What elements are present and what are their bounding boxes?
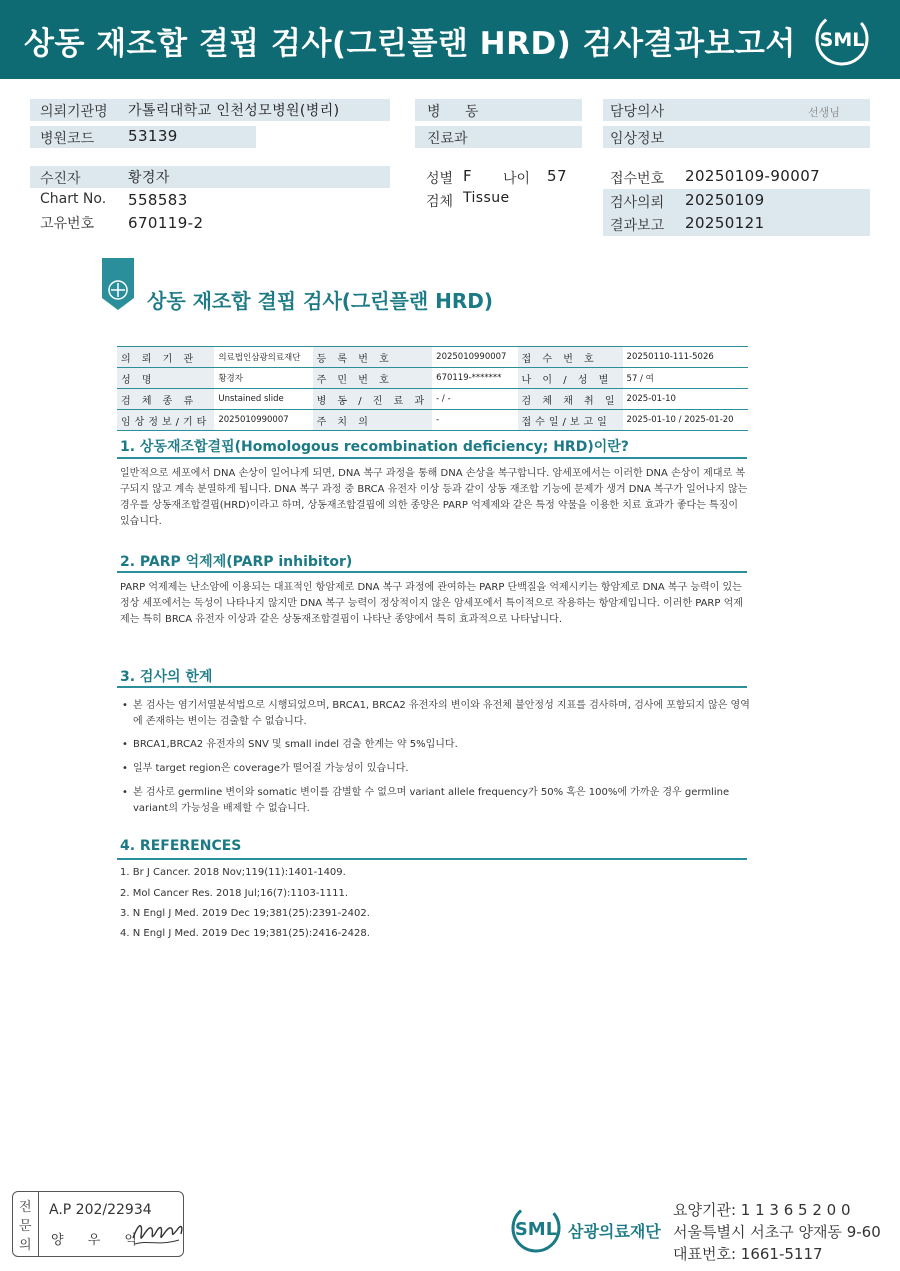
section-2-title: 2. PARP 억제제(PARP inhibitor): [120, 554, 353, 570]
pathologist-stamp: [12, 1191, 184, 1257]
info-table-key: 의 뢰 기 관: [117, 347, 214, 368]
institution-code: 요양기관: 1 1 3 6 5 2 0 0: [673, 1201, 851, 1219]
limitation-item: • 본 검사는 염기서열분석법으로 시행되었으며, BRCA1, BRCA2 유전자의 변이와 유전체 불안정성 지표를 검사하며, 검사에 포함되지 않은 영역에 존재하는 변이는 검출할 수 없습니다.: [120, 698, 750, 730]
info-table-key: 검 체 종 류: [117, 389, 214, 410]
stamp-pathologist-name: 양 우 익: [51, 1233, 147, 1248]
document-title: 상동 재조합 결핍 검사(그린플랜 HRD) 검사결과보고서: [24, 26, 796, 62]
reference-item: 2. Mol Cancer Res. 2018 Jul;16(7):1103-1111.: [120, 888, 349, 899]
chart-value: 558583: [128, 191, 188, 209]
receipt-value: 20250109-90007: [685, 167, 821, 185]
dept-label: 진료과: [427, 131, 468, 147]
patient-label: 수진자: [40, 171, 81, 187]
organization-name: 삼광의료재단: [568, 1222, 661, 1241]
info-table-row: [117, 410, 748, 431]
age-value: 57: [547, 167, 567, 185]
sex-label: 성별: [426, 171, 454, 187]
info-table-value: 황경자: [214, 368, 312, 389]
info-table-key: 접수일/보고일: [518, 410, 623, 431]
request-value: 20250109: [685, 191, 765, 209]
specimen-label: 검체: [426, 194, 454, 210]
doctor-suffix: 선생님: [808, 106, 840, 119]
limitation-item: • BRCA1,BRCA2 유전자의 SNV 및 small indel 검출 한계는 약 5%입니다.: [120, 737, 750, 753]
reference-item: 3. N Engl J Med. 2019 Dec 19;381(25):2391-2402.: [120, 908, 370, 919]
request-label: 검사의뢰: [610, 195, 665, 211]
info-table-key: 주 민 번 호: [313, 368, 433, 389]
info-table-value: Unstained slide: [214, 389, 312, 410]
info-table-value: 2025010990007: [214, 410, 312, 431]
hospital-code-label: 병원코드: [40, 131, 95, 147]
svg-text:SML: SML: [514, 1219, 558, 1240]
ward-label: 병 동: [427, 104, 489, 120]
chart-label: Chart No.: [40, 191, 107, 207]
section-1-body: 일반적으로 세포에서 DNA 손상이 일어나게 되면, DNA 복구 과정을 통해 DNA 손상을 복구합니다. 암세포에서는 이러한 DNA 손상이 제대로 복구되지 않고 계속 분열하게 됩니다. DNA 복구 과정 중 BRCA 유전자 이상 등과 같이 상동 재조합 기능에 문제가 생겨 DNA 복구가 일어나지 않는 경우를 상동재조합결핍(HRD)이라고 하며, 상동재조합결핍에 의한 종양은 PARP 억제제와 같은 특정 약물을 이용한 치료 효과가 좋다는 특징이 있습니다.: [120, 468, 748, 527]
info-table-key: 나 이 / 성 별: [518, 368, 623, 389]
signature-icon: [129, 1216, 187, 1250]
reference-item: 4. N Engl J Med. 2019 Dec 19;381(25):2416-2428.: [120, 928, 370, 939]
info-table-value: 2025-01-10 / 2025-01-20: [623, 410, 748, 431]
info-table-value: 의료법인삼광의료재단: [214, 347, 312, 368]
section-2-body: PARP 억제제는 난소암에 이용되는 대표적인 항암제로 DNA 복구 과정에 관여하는 PARP 단백질을 억제시키는 항암제로 DNA 복구 능력이 있는 정상 세포에서는 독성이 나타나지 않지만 DNA 복구 능력이 정상적이지 않은 암세포에서 특이적으로 작용하는 항암제입니다. 이러한 PARP 억제제는 특히 BRCA 유전자 이상과 같은 상동재조합결핍이 나타난 종양에서 특히 효과적으로 나타납니다.: [120, 582, 743, 625]
sex-value: F: [463, 167, 473, 185]
info-table-row: [117, 389, 748, 410]
info-table-value: 2025010990007: [432, 347, 517, 368]
stamp-side-char: 의: [19, 1238, 32, 1253]
info-table-key: 등 록 번 호: [313, 347, 433, 368]
info-table-key: 주 치 의: [313, 410, 433, 431]
info-table-value: - / -: [432, 389, 517, 410]
institution-label: 의뢰기관명: [40, 104, 108, 120]
sml-logo-icon: [812, 10, 872, 68]
report-info-table: [117, 346, 748, 431]
info-table-key: 검 체 채 취 일: [518, 389, 623, 410]
section-4-title: 4. REFERENCES: [120, 838, 242, 854]
info-table-key: 접 수 번 호: [518, 347, 623, 368]
stamp-side-char: 문: [19, 1219, 32, 1234]
specimen-value: Tissue: [463, 190, 510, 206]
unique-value: 670119-2: [128, 214, 204, 232]
section-3-title: 3. 검사의 한계: [120, 669, 213, 685]
report-title: 상동 재조합 결핍 검사(그린플랜 HRD): [147, 289, 494, 313]
report-badge-icon: [102, 258, 134, 310]
info-table-value: 20250110-111-5026: [623, 347, 748, 368]
info-table-value: -: [432, 410, 517, 431]
info-table-row: [117, 347, 748, 368]
organization-address: 서울특별시 서초구 양재동 9-60: [673, 1223, 881, 1241]
section-1-title: 1. 상동재조합결핍(Homologous recombination deficiency; HRD)이란?: [120, 439, 629, 455]
svg-text:SML: SML: [819, 29, 865, 51]
info-table-key: 병 동 / 진 료 과: [313, 389, 433, 410]
info-table-key: 성 명: [117, 368, 214, 389]
hospital-code-value: 53139: [128, 127, 178, 145]
stamp-license-number: A.P 202/22934: [49, 1202, 152, 1218]
phone-number: 대표번호: 1661-5117: [673, 1245, 823, 1263]
info-table-key: 임상정보/기타: [117, 410, 214, 431]
report-date-value: 20250121: [685, 214, 765, 232]
institution-value: 가톨릭대학교 인천성모병원(병리): [128, 103, 340, 119]
age-label: 나이: [503, 171, 531, 187]
report-header: [0, 0, 900, 79]
unique-label: 고유번호: [40, 216, 95, 232]
report-date-label: 결과보고: [610, 218, 665, 234]
sml-footer-logo-icon: [509, 1201, 563, 1255]
info-table-row: [117, 368, 748, 389]
info-table-value: 57 / 여: [623, 368, 748, 389]
clinical-label: 임상정보: [610, 131, 665, 147]
doctor-label: 담당의사: [610, 104, 665, 120]
info-table-value: 670119-*******: [432, 368, 517, 389]
reference-item: 1. Br J Cancer. 2018 Nov;119(11):1401-1409.: [120, 867, 346, 878]
stamp-side-char: 전: [19, 1200, 32, 1215]
limitation-item: • 본 검사로 germline 변이와 somatic 변이를 감별할 수 없으며 variant allele frequency가 50% 혹은 100%에 가까운 경우 germline variant의 가능성을 배제할 수 없습니다.: [120, 785, 750, 817]
receipt-label: 접수번호: [610, 171, 665, 187]
info-table-value: 2025-01-10: [623, 389, 748, 410]
limitation-item: • 일부 target region은 coverage가 떨어질 가능성이 있습니다.: [120, 761, 750, 777]
patient-name: 황경자: [128, 170, 170, 186]
